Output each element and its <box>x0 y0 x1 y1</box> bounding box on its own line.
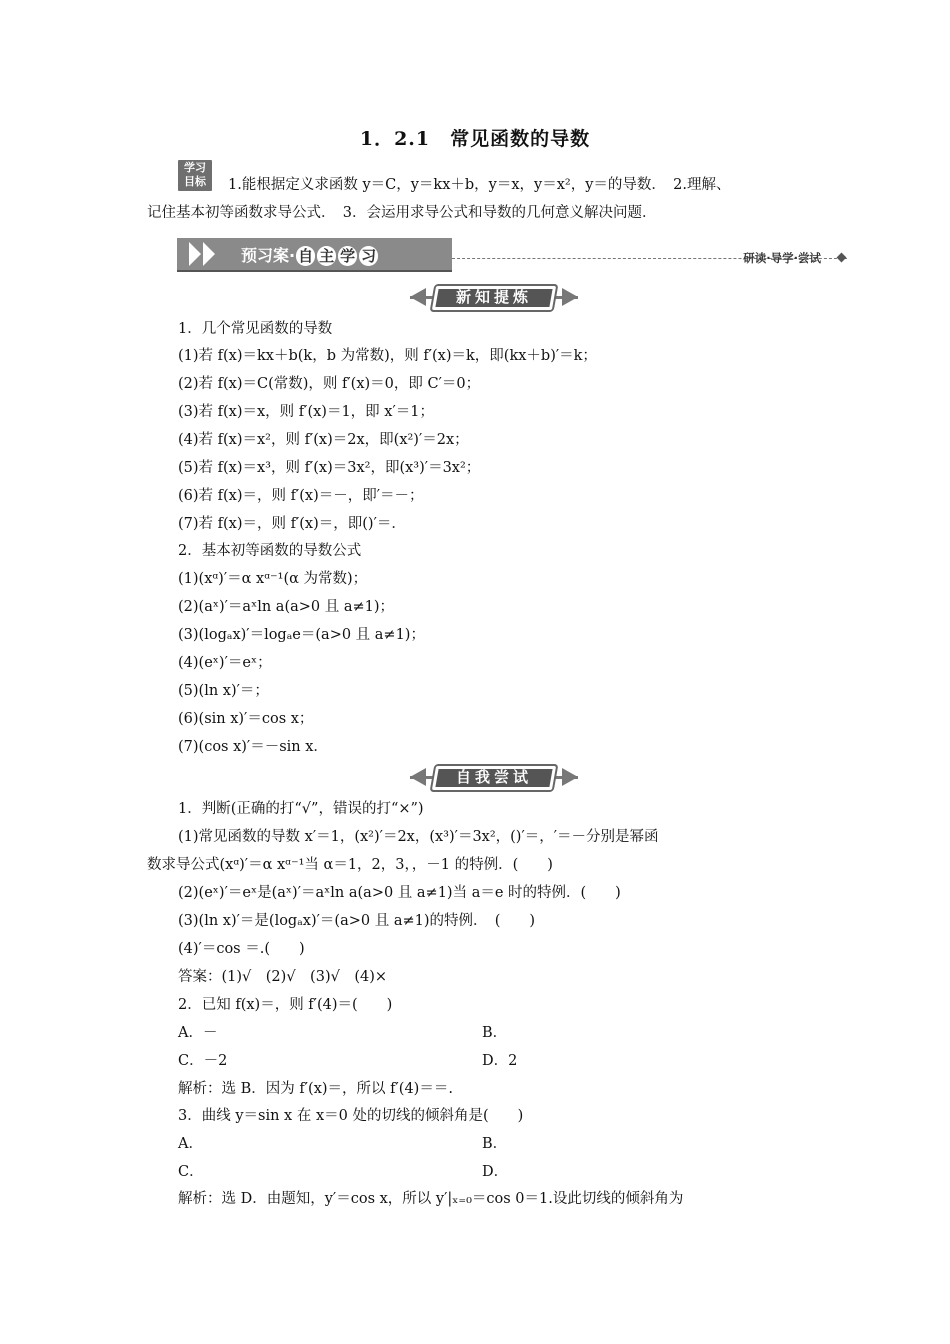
part2-heading: 2．基本初等函数的导数公式 <box>178 543 362 559</box>
banner-label-text: 预习案· <box>241 246 296 265</box>
goal-line-1: 1.能根据定义求函数 y＝C，y＝kx＋b，y＝x，y＝x²，y＝的导数． 2.理解、 <box>228 177 731 193</box>
solution-line: 解析：选 B．因为 f′(x)＝，所以 f′(4)＝＝. <box>178 1081 453 1097</box>
exercise-line: 3．曲线 y＝sin x 在 x＝0 处的切线的倾斜角是( ) <box>178 1108 524 1124</box>
section-title: 自我尝试 <box>455 768 532 786</box>
banner-boxed-char: 自 <box>298 247 314 265</box>
banner-boxed-char: 主 <box>319 247 335 265</box>
exercise-line: 2．已知 f(x)＝，则 f′(4)＝( ) <box>178 997 393 1013</box>
part2-item: (2)(aˣ)′＝aˣln a(a>0 且 a≠1)； <box>178 599 395 615</box>
option-b: B． <box>482 1025 508 1041</box>
badge-line-2: 目标 <box>184 175 206 188</box>
part2-item: (6)(sin x)′＝cos x； <box>178 711 314 727</box>
option-d: D． <box>482 1164 509 1180</box>
part1-item: (7)若 f(x)＝，则 f′(x)＝，即()′＝． <box>178 516 406 532</box>
answer-line: 答案：(1)√ (2)√ (3)√ (4)× <box>178 969 388 985</box>
section-header-new-knowledge <box>410 284 578 310</box>
part1-item: (2)若 f(x)＝C(常数)，则 f′(x)＝0，即 C′＝0； <box>178 376 481 392</box>
option-a: A． <box>178 1136 203 1152</box>
option-c: C．－2 <box>178 1053 228 1069</box>
banner-right-text: 研读·导学·尝试 <box>743 251 821 265</box>
part1-item: (4)若 f(x)＝x²，则 f′(x)＝2x，即(x²)′＝2x； <box>178 432 469 448</box>
exercise-line: (1)常见函数的导数 x′＝1，(x²)′＝2x，(x³)′＝3x²，()′＝，′＝－分别是幂函 <box>178 829 659 845</box>
exercise-line: (4)′＝cos ＝.( ) <box>178 941 305 957</box>
part1-item: (1)若 f(x)＝kx＋b(k，b 为常数)，则 f′(x)＝k，即(kx＋b)′＝k； <box>178 348 597 364</box>
option-a: A．－ <box>178 1025 218 1041</box>
learning-goal-badge <box>178 160 212 191</box>
option-d: D．2 <box>482 1053 518 1069</box>
banner-label <box>241 243 379 266</box>
solution-line: 解析：选 D．由题知，y′＝cos x，所以 y′|ₓ₌₀＝cos 0＝1.设此切线的倾斜角为 <box>178 1191 684 1207</box>
section-header-self-test <box>410 764 578 790</box>
chevron-right-icon <box>189 242 201 266</box>
part1-item: (5)若 f(x)＝x³，则 f′(x)＝3x²，即(x³)′＝3x²； <box>178 460 481 476</box>
part2-item: (3)(logₐx)′＝logₐe＝(a>0 且 a≠1)； <box>178 627 425 643</box>
page-title: 1．2.1 常见函数的导数 <box>359 128 591 150</box>
badge-line-1: 学习 <box>184 161 206 174</box>
part1-item: (6)若 f(x)＝，则 f′(x)＝－，即′＝－； <box>178 488 424 504</box>
preview-banner <box>177 238 847 272</box>
part2-item: (7)(cos x)′＝－sin x． <box>178 739 328 755</box>
section-title: 新知提炼 <box>455 288 532 306</box>
exercise-line: (2)(eˣ)′＝eˣ是(aˣ)′＝aˣln a(a>0 且 a≠1)当 a＝e 时的特例．( ) <box>178 885 621 901</box>
part1-item: (3)若 f(x)＝x，则 f′(x)＝1，即 x′＝1； <box>178 404 434 420</box>
part2-item: (1)(xᵅ)′＝α xᵅ⁻¹(α 为常数)； <box>178 571 368 587</box>
exercise-line: 数求导公式(xᵅ)′＝α xᵅ⁻¹当 α＝1，2，3，，－1 的特例．( ) <box>147 857 553 873</box>
banner-background <box>177 238 452 272</box>
banner-boxed-char: 学 <box>340 247 356 265</box>
part2-item: (5)(ln x)′＝； <box>178 683 269 699</box>
part1-heading: 1．几个常见函数的导数 <box>178 321 333 337</box>
exercise-line: (3)(ln x)′＝是(logₐx)′＝(a>0 且 a≠1)的特例． ( ) <box>178 913 536 929</box>
part2-item: (4)(eˣ)′＝eˣ； <box>178 655 272 671</box>
option-b: B． <box>482 1136 508 1152</box>
chevron-right-icon <box>203 242 215 266</box>
diamond-icon <box>837 253 847 263</box>
option-c: C． <box>178 1164 204 1180</box>
banner-boxed-char: 习 <box>361 247 377 265</box>
exercise-line: 1．判断(正确的打“√”，错误的打“×”) <box>178 801 424 817</box>
goal-line-2: 记住基本初等函数求导公式． 3．会运用求导公式和导数的几何意义解决问题． <box>147 205 657 221</box>
